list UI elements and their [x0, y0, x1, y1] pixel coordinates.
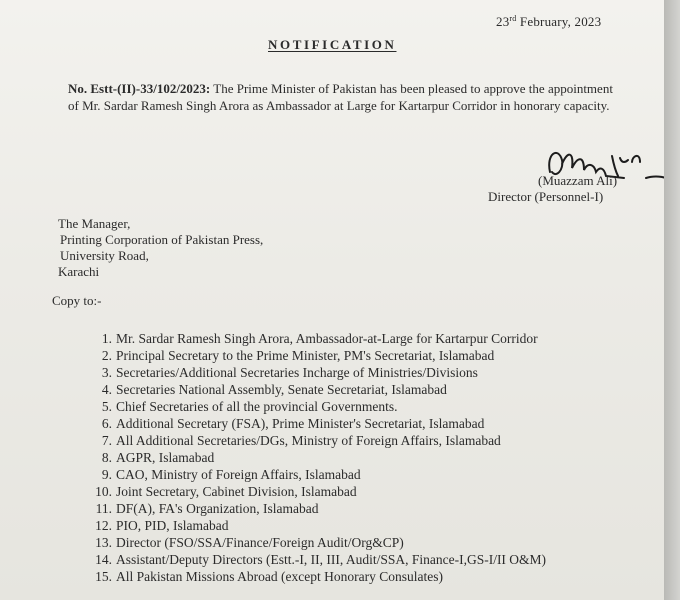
item-text: Chief Secretaries of all the provincial Governments. — [116, 399, 398, 414]
item-text: All Pakistan Missions Abroad (except Honorary Consulates) — [116, 569, 443, 584]
item-text: CAO, Ministry of Foreign Affairs, Islamabad — [116, 467, 361, 482]
item-text: DF(A), FA's Organization, Islamabad — [116, 501, 319, 516]
item-text: Secretaries/Additional Secretaries Incharge of Ministries/Divisions — [116, 365, 478, 380]
item-number: 2. — [101, 348, 112, 363]
address-line: The Manager, — [58, 216, 131, 231]
page-edge-shadow — [664, 0, 680, 600]
item-number: 15. — [95, 569, 112, 584]
item-text: Principal Secretary to the Prime Minister, PM's Secretariat, Islamabad — [116, 348, 495, 363]
notification-body — [68, 80, 616, 114]
item-text: AGPR, Islamabad — [116, 450, 215, 465]
item-number: 13. — [95, 535, 112, 550]
item-number: 9. — [101, 467, 112, 482]
signatory-designation: Director (Personnel-I) — [488, 189, 604, 204]
item-number: 8. — [101, 450, 112, 465]
item-number: 10. — [95, 484, 112, 499]
item-text: Director (FSO/SSA/Finance/Foreign Audit/Org&CP) — [116, 535, 404, 550]
item-number: 12. — [95, 518, 112, 533]
item-text: Mr. Sardar Ramesh Singh Arora, Ambassador-at-Large for Kartarpur Corridor — [116, 331, 538, 346]
address-line: University Road, — [60, 248, 149, 263]
item-text: All Additional Secretaries/DGs, Ministry of Foreign Affairs, Islamabad — [116, 433, 501, 448]
document-title: NOTIFICATION — [268, 37, 397, 52]
date-suffix: rd — [509, 14, 517, 23]
address-line: Printing Corporation of Pakistan Press, — [60, 232, 264, 247]
reference-number: No. Estt-(II)-33/102/2023: — [68, 81, 211, 96]
item-number: 5. — [101, 399, 112, 414]
notification-date — [496, 10, 601, 30]
item-number: 11. — [95, 501, 112, 516]
item-text: Assistant/Deputy Directors (Estt.-I, II, III, Audit/SSA, Finance-I,GS-I/II O&M) — [116, 552, 547, 567]
item-number: 4. — [101, 382, 112, 397]
address-line: Karachi — [58, 264, 100, 279]
signatory-name: (Muazzam Ali) — [538, 173, 618, 188]
item-text: PIO, PID, Islamabad — [116, 518, 229, 533]
item-number: 14. — [95, 552, 112, 567]
item-number: 1. — [101, 331, 112, 346]
copy-to-label: Copy to:- — [52, 293, 102, 308]
item-text: Secretaries National Assembly, Senate Secretariat, Islamabad — [116, 382, 447, 397]
date-day: 23 — [496, 14, 510, 29]
item-number: 6. — [101, 416, 112, 431]
item-number: 3. — [101, 365, 112, 380]
item-number: 7. — [101, 433, 112, 448]
item-text: Additional Secretary (FSA), Prime Minister's Secretariat, Islamabad — [116, 416, 485, 431]
item-text: Joint Secretary, Cabinet Division, Islamabad — [116, 484, 357, 499]
recipient-address — [58, 216, 263, 280]
notification-text: The Prime Minister of Pakistan has been pleased to approve the appointment of Mr. Sardar Ramesh Singh Arora as Ambassador at Large for Kartarpur Corridor in honorary capacity. — [68, 81, 613, 113]
date-rest: February, 2023 — [516, 14, 602, 29]
